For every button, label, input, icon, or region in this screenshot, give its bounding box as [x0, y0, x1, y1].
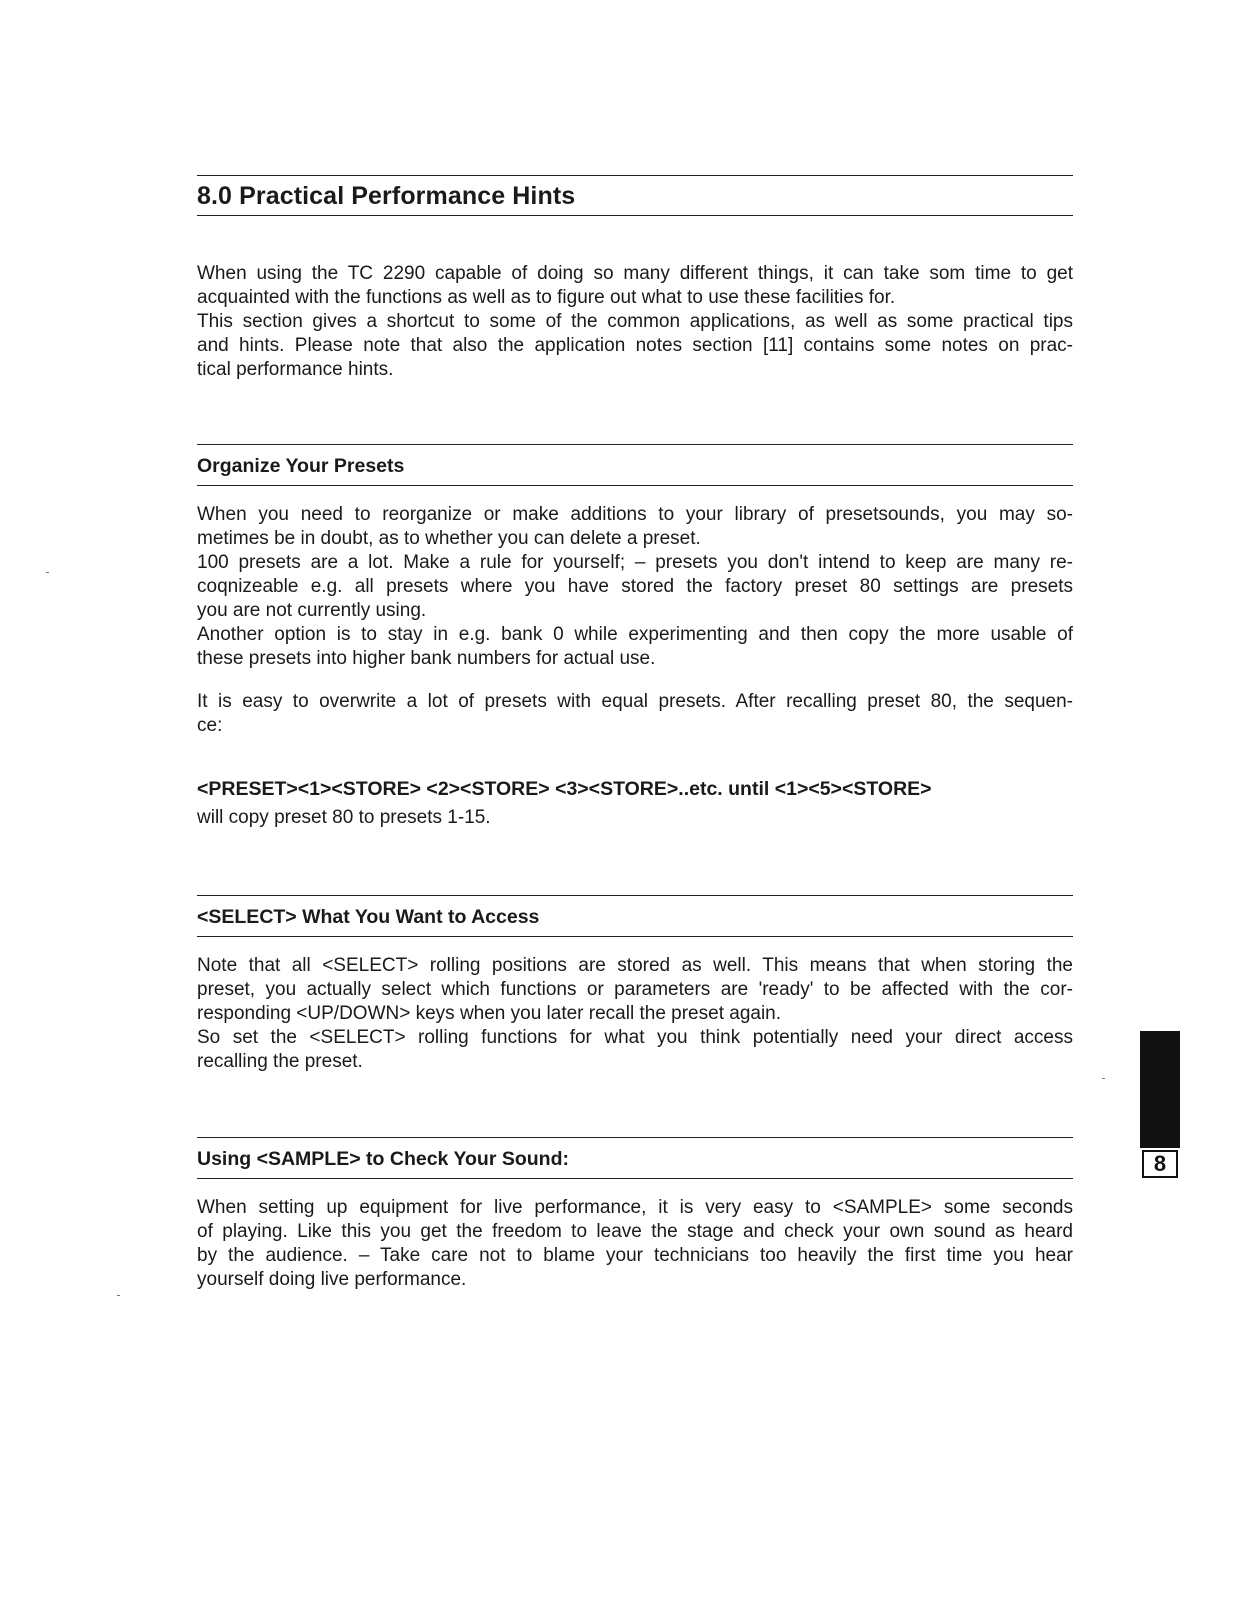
organize-line: When you need to reorganize or make additions to your library of presetsounds, you may so- [197, 504, 1073, 525]
organize-line: you are not currently using. [197, 600, 427, 621]
organize-line: Another option is to stay in e.g. bank 0 while experimenting and then copy the more usable of [197, 624, 1073, 645]
intro-line: tical performance hints. [197, 359, 394, 380]
organize-line: ce: [197, 715, 223, 736]
intro-line: acquainted with the functions as well as to figure out what to use these facilities for. [197, 287, 896, 308]
scan-speck [1102, 1078, 1105, 1079]
organize-line: metimes be in doubt, as to whether you can delete a preset. [197, 528, 701, 549]
select-line: recalling the preset. [197, 1051, 363, 1072]
key-sequence: <PRESET><1><STORE> <2><STORE> <3><STORE>..etc. until <1><5><STORE> [197, 778, 932, 800]
chapter-tab-number: 8 [1142, 1150, 1178, 1178]
organize-section-title: Organize Your Presets [197, 455, 405, 477]
sample-line: yourself doing live performance. [197, 1269, 467, 1290]
intro-line: and hints. Please note that also the application notes section [11] contains some notes on prac- [197, 335, 1073, 356]
chapter-bottom-rule [197, 215, 1073, 216]
sample-paragraph [197, 1196, 1073, 1292]
organize-paragraph-1 [197, 503, 1073, 671]
intro-line: When using the TC 2290 capable of doing so many different things, it can take som time to get [197, 263, 1073, 284]
select-section-title: <SELECT> What You Want to Access [197, 906, 540, 928]
select-line: Note that all <SELECT> rolling positions are stored as well. This means that when storing the [197, 955, 1073, 976]
chapter-top-rule [197, 175, 1073, 176]
select-line: So set the <SELECT> rolling functions for what you think potentially need your direct access [197, 1027, 1073, 1048]
scan-speck [117, 1295, 120, 1296]
chapter-tab-marker [1140, 1031, 1180, 1148]
sample-line: When setting up equipment for live performance, it is very easy to <SAMPLE> some seconds [197, 1197, 1073, 1218]
intro-paragraph [197, 262, 1073, 382]
select-line: preset, you actually select which functions or parameters are 'ready' to be affected with the cor- [197, 979, 1073, 1000]
select-top-rule [197, 895, 1073, 896]
organize-line: coqnizeable e.g. all presets where you have stored the factory preset 80 settings are presets [197, 576, 1073, 597]
intro-line: This section gives a shortcut to some of the common applications, as well as some practical tips [197, 311, 1073, 332]
chapter-title: 8.0 Practical Performance Hints [197, 182, 576, 210]
select-line: responding <UP/DOWN> keys when you later recall the preset again. [197, 1003, 782, 1024]
sample-top-rule [197, 1137, 1073, 1138]
organize-paragraph-3: will copy preset 80 to presets 1-15. [197, 807, 491, 828]
organize-line: these presets into higher bank numbers for actual use. [197, 648, 656, 669]
sample-bottom-rule [197, 1178, 1073, 1179]
organize-paragraph-2 [197, 690, 1073, 738]
select-paragraph [197, 954, 1073, 1074]
select-bottom-rule [197, 936, 1073, 937]
organize-line: 100 presets are a lot. Make a rule for yourself; – presets you don't intend to keep are many re- [197, 552, 1073, 573]
sample-section-title: Using <SAMPLE> to Check Your Sound: [197, 1148, 569, 1170]
organize-bottom-rule [197, 485, 1073, 486]
scan-speck [46, 572, 49, 573]
sample-line: of playing. Like this you get the freedom to leave the stage and check your own sound as heard [197, 1221, 1073, 1242]
organize-top-rule [197, 444, 1073, 445]
organize-line: It is easy to overwrite a lot of presets with equal presets. After recalling preset 80, the sequen- [197, 691, 1073, 712]
sample-line: by the audience. – Take care not to blame your technicians too heavily the first time you hear [197, 1245, 1073, 1266]
